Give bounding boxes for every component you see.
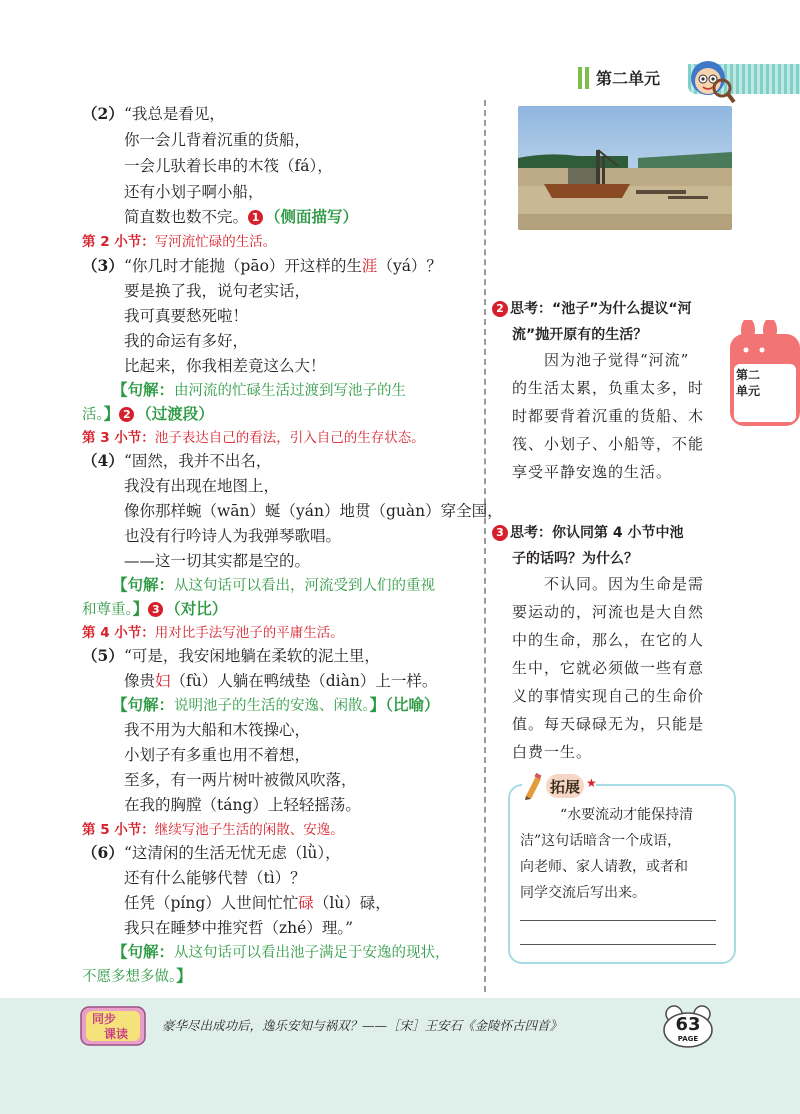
- summary-label: 第 4 小节：: [82, 625, 155, 641]
- sync-reading-badge: [80, 1006, 146, 1046]
- summary-label: 第 2 小节：: [82, 234, 155, 250]
- note-text: 从这句话可以看出池子满足于安逸的现状，: [174, 945, 450, 961]
- poem-line: 至多，有一两片树叶被微风吹落，: [124, 771, 357, 789]
- question-text: 思考：你认同第 4 小节中池: [510, 525, 684, 541]
- poem-line: 你一会儿背着沉重的货船，: [124, 131, 311, 149]
- note-text: 由河流的忙碌生活过渡到写池子的生: [174, 383, 407, 399]
- answer-line: 的生活太累，负重太多，时: [512, 379, 705, 397]
- answer-line: 因为池子觉得“河流”: [544, 351, 690, 369]
- sentence-note: [82, 964, 192, 989]
- stanza-number: （6）: [82, 843, 124, 862]
- sentence-note: [82, 402, 214, 427]
- answer-line: 生中，它就必须做一些有意: [512, 659, 705, 677]
- summary-text: 池子表达自己的看法，引入自己的生存状态。: [154, 430, 425, 446]
- poem-text: 像贵: [124, 672, 156, 690]
- side-tab-label-1: 第二: [736, 368, 761, 382]
- stanza-number: （5）: [82, 646, 124, 665]
- poem-text: 简直数也数不完。: [124, 208, 249, 226]
- badge-text-2: 课读: [104, 1027, 129, 1041]
- summary-label: 第 3 小节：: [82, 430, 155, 446]
- note-text: 说明池子的生活的安逸、闲散。: [174, 698, 370, 714]
- note-end: 】: [176, 967, 192, 985]
- poem-line: 小划子有多重也用不着想，: [124, 746, 311, 764]
- expansion-text: “水要流动才能保持清: [560, 807, 694, 823]
- poem-line: [124, 205, 358, 229]
- column-divider: [484, 100, 490, 992]
- summary-label: 第 5 小节：: [82, 822, 155, 838]
- section-summary: [82, 620, 344, 645]
- marker-number: 3: [492, 525, 508, 541]
- header-bar: [585, 67, 589, 89]
- header-bar: [578, 67, 582, 89]
- answer-line: 白费一生。: [512, 743, 593, 761]
- note-text: 不愿多想多做。: [82, 969, 177, 985]
- poem-line: “我总是看见，: [124, 105, 225, 123]
- poem-line: “固然，我并不出名，: [124, 452, 272, 470]
- highlight-char: 碌: [298, 894, 314, 912]
- answer-line: 义的事情实现自己的生命价: [512, 687, 705, 705]
- summary-text: 写河流忙碌的生活。: [154, 234, 277, 250]
- sentence-note: [112, 693, 440, 718]
- page-number-badge: [662, 1004, 714, 1048]
- page-word: PAGE: [677, 1035, 699, 1043]
- note-label: 【句解：: [112, 576, 175, 594]
- stanza-number: （4）: [82, 451, 124, 470]
- expansion-text: 同学交流后写出来。: [520, 885, 646, 901]
- answer-line: 值。每天碌碌无为，只能是: [512, 715, 705, 733]
- footer-quote: 豪华尽出成功后，逸乐安知与祸双？——［宋］王安石《金陵怀古四首》: [162, 1018, 563, 1033]
- note-label: 【句解：: [112, 943, 175, 961]
- unit-label: 第二单元: [596, 69, 661, 88]
- section-summary: [82, 817, 344, 842]
- badge-text-1: 同步: [92, 1012, 117, 1026]
- poem-line: 一会儿驮着长串的木筏（fá），: [124, 157, 333, 175]
- poem-line: 我没有出现在地图上，: [124, 477, 280, 495]
- poem-text: （lù）碌，: [313, 894, 391, 912]
- marker-number: 1: [248, 210, 263, 225]
- stanza-number: （3）: [82, 256, 124, 275]
- note-text: 从这句话可以看出，河流受到人们的重视: [174, 578, 436, 594]
- poem-line: 我只在睡梦中推究哲（zhé）理。”: [124, 919, 353, 937]
- question-heading: [492, 296, 692, 322]
- poem-line: 我的命运有多好，: [124, 332, 249, 350]
- poem-line: 还有什么能够代替（tì）？: [124, 869, 306, 887]
- expansion-title: 拓展: [550, 778, 581, 796]
- note-end: 】（比喻）: [369, 696, 440, 714]
- note-end: 】: [132, 600, 149, 618]
- note-text: 活。: [82, 407, 104, 423]
- answer-line: 中的生命，那么，在它的人: [512, 631, 705, 649]
- mascot-icon: [688, 58, 736, 104]
- question-text: 子的话吗？为什么？: [512, 551, 638, 567]
- annotation-tag: （过渡段）: [136, 405, 214, 423]
- poem-line: [124, 254, 442, 278]
- section-summary: [82, 425, 425, 450]
- marker-number: 2: [119, 407, 134, 422]
- poem-line: [124, 891, 391, 915]
- star-icon: ★: [586, 776, 597, 790]
- answer-line: 不认同。因为生命是需: [544, 575, 705, 593]
- marker-number: 2: [492, 301, 508, 317]
- poem-line: ——这一切其实都是空的。: [124, 552, 311, 570]
- pencil-icon: [522, 772, 544, 800]
- expansion-header: [522, 772, 596, 800]
- sentence-note: [112, 940, 450, 965]
- answer-line: 要运动的，河流也是大自然: [512, 603, 705, 621]
- side-tab-label-2: 单元: [736, 384, 761, 398]
- note-label: 【句解：: [112, 696, 175, 714]
- stanza-number: （2）: [82, 104, 124, 123]
- poem-text: （yá）？: [377, 257, 442, 275]
- page-number: 63: [675, 1014, 701, 1035]
- poem-line: “这清闲的生活无忧无虑（lǜ），: [124, 844, 341, 862]
- side-unit-tab: [730, 320, 800, 426]
- summary-text: 用对比手法写池子的平庸生活。: [154, 625, 344, 641]
- section-summary: [82, 229, 276, 254]
- sentence-note: [82, 597, 227, 622]
- poem-line: 像你那样蜿（wān）蜒（yán）地贯（guàn）穿全国，: [124, 502, 503, 520]
- question-text: 流”抛开原有的生活？: [512, 327, 648, 343]
- note-end: 】: [103, 405, 120, 423]
- poem-line: 我可真要愁死啦！: [124, 307, 249, 325]
- question-heading: [492, 520, 684, 546]
- highlight-char: 妇: [155, 672, 171, 690]
- answer-line: 时都要背着沉重的货船、木: [512, 407, 705, 425]
- marker-number: 3: [148, 602, 163, 617]
- expansion-text: 洁”这句话暗含一个成语，: [520, 833, 682, 849]
- poem-text: “你几时才能抛（pāo）开这样的生: [124, 257, 362, 275]
- note-text: 和尊重。: [82, 602, 133, 618]
- answer-line: 享受平静安逸的生活。: [512, 463, 673, 481]
- poem-line: 我不用为大船和木筏操心，: [124, 721, 311, 739]
- question-text: 思考：“池子”为什么提议“河: [510, 301, 692, 317]
- poem-line: 在我的胸膛（táng）上轻轻摇荡。: [124, 796, 361, 814]
- poem-text: （fù）人躺在鸭绒垫（diàn）上一样。: [170, 672, 438, 690]
- expansion-text: 向老师、家人请教，或者和: [520, 859, 688, 875]
- poem-line: 也没有行吟诗人为我弹琴歌唱。: [124, 527, 342, 545]
- answer-blank-line[interactable]: [520, 920, 716, 921]
- annotation-tag: （侧面描写）: [265, 208, 359, 226]
- answer-blank-line[interactable]: [520, 944, 716, 945]
- summary-text: 继续写池子生活的闲散、安逸。: [154, 822, 344, 838]
- poem-line: 还有小划子啊小船，: [124, 183, 264, 201]
- poem-line: [124, 669, 437, 693]
- sentence-note: [112, 573, 435, 598]
- poem-line: “可是，我安闲地躺在柔软的泥土里，: [124, 647, 380, 665]
- poem-line: 比起来，你我相差竟这么大！: [124, 357, 326, 375]
- sentence-note: [112, 378, 406, 403]
- poem-line: 要是换了我，说句老实话，: [124, 282, 311, 300]
- highlight-char: 涯: [361, 257, 378, 275]
- annotation-tag: （对比）: [165, 600, 228, 618]
- poem-text: 任凭（píng）人世间忙忙: [124, 894, 299, 912]
- river-boat-photo: [518, 106, 732, 230]
- note-label: 【句解：: [112, 381, 175, 399]
- answer-line: 筏、小划子、小船等，不能: [512, 435, 705, 453]
